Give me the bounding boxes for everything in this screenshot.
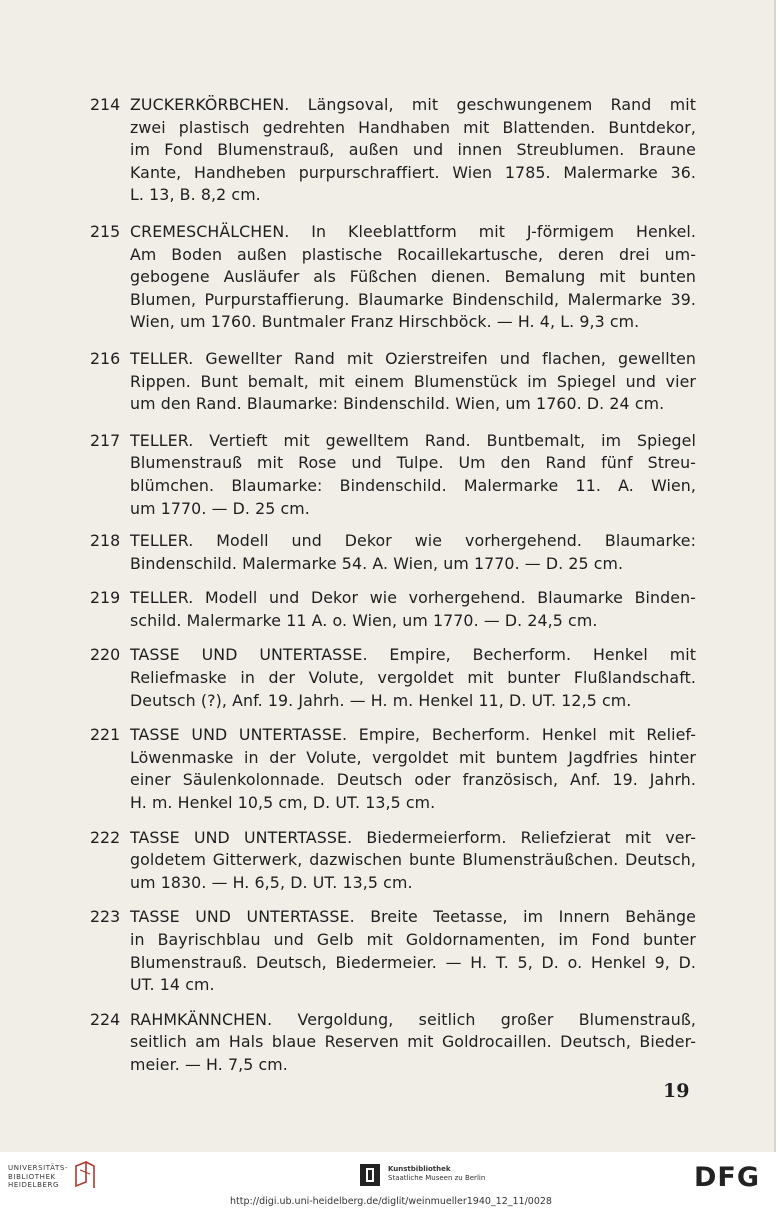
entry-number: 222 xyxy=(90,827,121,847)
catalog-entry xyxy=(90,348,696,416)
catalog-entry xyxy=(90,221,696,334)
entry-number: 219 xyxy=(90,588,121,608)
entry-line: zwei plastisch gedrehten Handhaben mit Blattenden. Buntdekor, xyxy=(130,117,696,137)
page-number: 19 xyxy=(663,1080,690,1102)
entry-line: um 1830. — H. 6,5, D. UT. 13,5 cm. xyxy=(130,872,413,892)
university-library-label xyxy=(8,1164,68,1190)
entry-line: um 1770. — D. 25 cm. xyxy=(130,498,310,518)
entry-number: 214 xyxy=(90,95,121,114)
catalog-entry xyxy=(90,430,696,520)
kunstbibliothek-line-2: Staatliche Museen zu Berlin xyxy=(388,1174,486,1182)
entry-description xyxy=(130,1009,696,1077)
entry-number: 217 xyxy=(90,430,121,450)
entry-line: UT. 14 cm. xyxy=(130,975,215,995)
university-line-3: HEIDELBERG xyxy=(8,1181,59,1189)
entry-line: TELLER. Vertieft mit gewelltem Rand. Buntbemalt, im Spiegel xyxy=(130,430,696,450)
entry-description xyxy=(130,587,696,632)
entry-line: ZUCKERKÖRBCHEN. Längsoval, mit geschwungenem Rand mit xyxy=(130,95,696,114)
entry-line: gebogene Ausläufer als Füßchen dienen. Bemalung mit bunten xyxy=(130,267,696,287)
entry-description xyxy=(130,430,696,520)
catalog-entry xyxy=(90,94,696,207)
dfg-logo: DFG xyxy=(694,1162,761,1193)
university-line-2: BIBLIOTHEK xyxy=(8,1172,56,1181)
entry-line: Bindenschild. Malermarke 54. A. Wien, um 1770. — D. 25 cm. xyxy=(130,553,624,573)
entry-line: Deutsch (?), Anf. 19. Jahrh. — H. m. Henkel 11, D. UT. 12,5 cm. xyxy=(130,690,632,710)
entry-line: RAHMKÄNNCHEN. Vergoldung, seitlich großer Blumenstrauß, xyxy=(130,1009,696,1029)
catalog-entry xyxy=(90,906,696,996)
entry-description xyxy=(130,221,696,334)
catalog-entry xyxy=(90,530,696,575)
entry-number: 218 xyxy=(90,531,121,551)
entry-line: Löwenmaske in der Volute, vergoldet mit buntem Jagdfries hinter xyxy=(130,747,696,767)
entry-line: Blumenstrauß mit Rose und Tulpe. Um den Rand fünf Streu- xyxy=(130,453,696,473)
entry-line: schild. Malermarke 11 A. o. Wien, um 1770. — D. 24,5 cm. xyxy=(130,610,598,630)
entry-description xyxy=(130,530,696,575)
entry-line: TELLER. Modell und Dekor wie vorhergehend. Blaumarke Binden- xyxy=(130,588,696,608)
entry-line: im Fond Blumenstrauß, außen und innen Streublumen. Braune xyxy=(130,140,696,160)
entry-line: H. m. Henkel 10,5 cm, D. UT. 13,5 cm. xyxy=(130,793,436,813)
entry-line: TELLER. Modell und Dekor wie vorhergehend. Blaumarke: xyxy=(130,531,696,551)
kunstbibliothek-logo-icon xyxy=(360,1164,380,1186)
entry-line: Blumenstrauß. Deutsch, Biedermeier. — H. T. 5, D. o. Henkel 9, D. xyxy=(130,952,696,972)
heidelberg-logo-icon xyxy=(72,1160,98,1190)
entry-description xyxy=(130,827,696,895)
entry-number: 220 xyxy=(90,645,121,665)
entry-line: um den Rand. Blaumarke: Bindenschild. Wien, um 1760. D. 24 cm. xyxy=(130,394,665,414)
entry-line: einer Säulenkolonnade. Deutsch oder französisch, Anf. 19. Jahrh. xyxy=(130,770,696,790)
entry-description xyxy=(130,906,696,996)
entry-line: seitlich am Hals blaue Reserven mit Goldrocaillen. Deutsch, Bieder- xyxy=(130,1032,696,1052)
entry-line: Wien, um 1760. Buntmaler Franz Hirschböck. — H. 4, L. 9,3 cm. xyxy=(130,312,640,332)
catalog-entry xyxy=(90,644,696,712)
catalog-entry xyxy=(90,724,696,814)
entry-description xyxy=(130,94,696,207)
university-line-1: UNIVERSITÄTS- xyxy=(8,1164,69,1172)
entry-line: goldetem Gitterwerk, dazwischen bunte Blumensträußchen. Deutsch, xyxy=(130,850,696,870)
entry-number: 216 xyxy=(90,348,121,368)
entry-line: meier. — H. 7,5 cm. xyxy=(130,1054,288,1074)
entry-line: TASSE UND UNTERTASSE. Breite Teetasse, im Innern Behänge xyxy=(130,907,696,927)
entry-line: TASSE UND UNTERTASSE. Biedermeierform. Reliefzierat mit ver- xyxy=(130,827,696,847)
entry-line: TASSE UND UNTERTASSE. Empire, Becherform. Henkel mit xyxy=(130,645,696,665)
entry-line: Rippen. Bunt bemalt, mit einem Blumenstück im Spiegel und vier xyxy=(130,371,696,391)
entry-number: 221 xyxy=(90,725,121,745)
catalog-entry xyxy=(90,1009,696,1077)
kunstbibliothek-label xyxy=(388,1165,485,1183)
entry-line: TELLER. Gewellter Rand mit Ozierstreifen und flachen, gewellten xyxy=(130,348,696,368)
entry-line: CREMESCHÄLCHEN. In Kleeblattform mit J-förmigem Henkel. xyxy=(130,221,696,241)
catalog-entry xyxy=(90,827,696,895)
entry-line: Blumen, Purpurstaffierung. Blaumarke Bindenschild, Malermarke 39. xyxy=(130,289,696,309)
entry-line: L. 13, B. 8,2 cm. xyxy=(130,185,261,205)
entry-description xyxy=(130,724,696,814)
entry-number: 224 xyxy=(90,1009,121,1029)
permalink-url[interactable]: http://digi.ub.uni-heidelberg.de/diglit/weinmueller1940_12_11/0028 xyxy=(230,1196,552,1207)
kunstbibliothek-line-1: Kunstbibliothek xyxy=(388,1165,451,1173)
entry-number: 223 xyxy=(90,907,121,927)
entry-line: in Bayrischblau und Gelb mit Goldornamenten, im Fond bunter xyxy=(130,930,696,949)
catalog-entries xyxy=(90,82,696,1077)
entry-line: Reliefmaske in der Volute, vergoldet mit bunter Flußlandschaft. xyxy=(130,668,696,688)
entry-line: TASSE UND UNTERTASSE. Empire, Becherform. Henkel mit Relief- xyxy=(130,725,696,745)
entry-description xyxy=(130,644,696,712)
entry-number: 215 xyxy=(90,221,121,241)
entry-description xyxy=(130,348,696,416)
entry-line: blümchen. Blaumarke: Bindenschild. Malermarke 11. A. Wien, xyxy=(130,475,696,495)
digitization-footer xyxy=(0,1152,782,1210)
entry-line: Kante, Handheben purpurschraffiert. Wien 1785. Malermarke 36. xyxy=(130,162,696,182)
catalog-entry xyxy=(90,587,696,632)
entry-line: Am Boden außen plastische Rocaillekartusche, deren drei um- xyxy=(130,244,696,264)
